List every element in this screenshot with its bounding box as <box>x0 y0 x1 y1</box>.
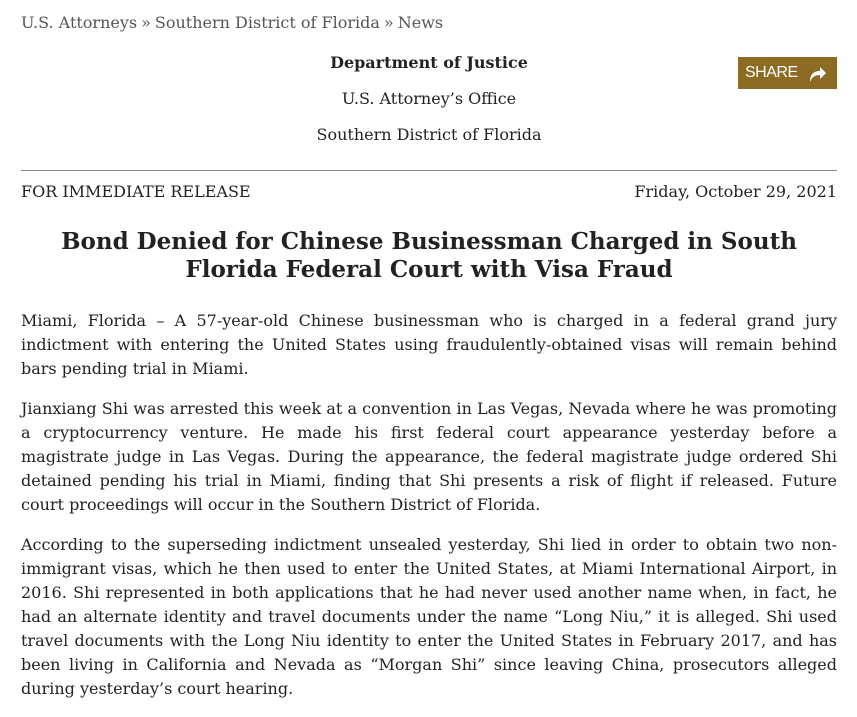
office-header <box>21 52 837 146</box>
district-name: Southern District of Florida <box>316 125 542 144</box>
breadcrumb-link-us-attorneys[interactable]: U.S. Attorneys <box>21 13 138 32</box>
release-label: FOR IMMEDIATE RELEASE <box>21 182 251 201</box>
office-name: U.S. Attorney’s Office <box>341 89 517 108</box>
breadcrumb <box>21 12 443 34</box>
department-name: Department of Justice <box>330 53 528 72</box>
article-paragraph: Miami, Florida – A 57-year-old Chinese businessman who is charged in a federal grand jury indictment with entering the United States using fraudulently-obtained visas will remain behind bars pending trial in Miami. <box>21 311 837 378</box>
breadcrumb-link-news[interactable]: News <box>397 13 444 32</box>
article-paragraph: Jianxiang Shi was arrested this week at a convention in Las Vegas, Nevada where he was promoting a cryptocurrency venture. He made his first federal court appearance yesterday before a magistrate judge in Las Vegas. During the appearance, the federal magistrate judge ordered Shi detained pending his trial in Miami, finding that Shi presents a risk of flight if released. Future court proceedings will occur in the Southern District of Florida. <box>21 399 837 514</box>
header-divider <box>21 170 837 171</box>
release-date: Friday, October 29, 2021 <box>634 182 837 201</box>
breadcrumb-link-southern-district[interactable]: Southern District of Florida <box>154 13 380 32</box>
curved-arrow-icon <box>806 62 828 84</box>
share-label: SHARE <box>745 64 798 81</box>
article-headline: Bond Denied for Chinese Businessman Charged in South Florida Federal Court with Visa Fraud <box>61 228 797 283</box>
article-paragraph: According to the superseding indictment unsealed yesterday, Shi lied in order to obtain two non-immigrant visas, which he then used to enter the United States, at Miami International Airport, in 2016. Shi represented in both applications that he had never used another name when, in fact, he had an alternate identity and travel documents under the name “Long Niu,” it is alleged. Shi used travel documents with the Long Niu identity to enter the United States in February 2017, and has been living in California and Nevada as “Morgan Shi” since leaving China, prosecutors alleged during yesterday’s court hearing. <box>21 535 837 698</box>
breadcrumb-separator: » <box>141 13 151 32</box>
share-button[interactable] <box>738 57 837 89</box>
breadcrumb-separator: » <box>383 13 394 32</box>
article-body <box>21 309 837 717</box>
